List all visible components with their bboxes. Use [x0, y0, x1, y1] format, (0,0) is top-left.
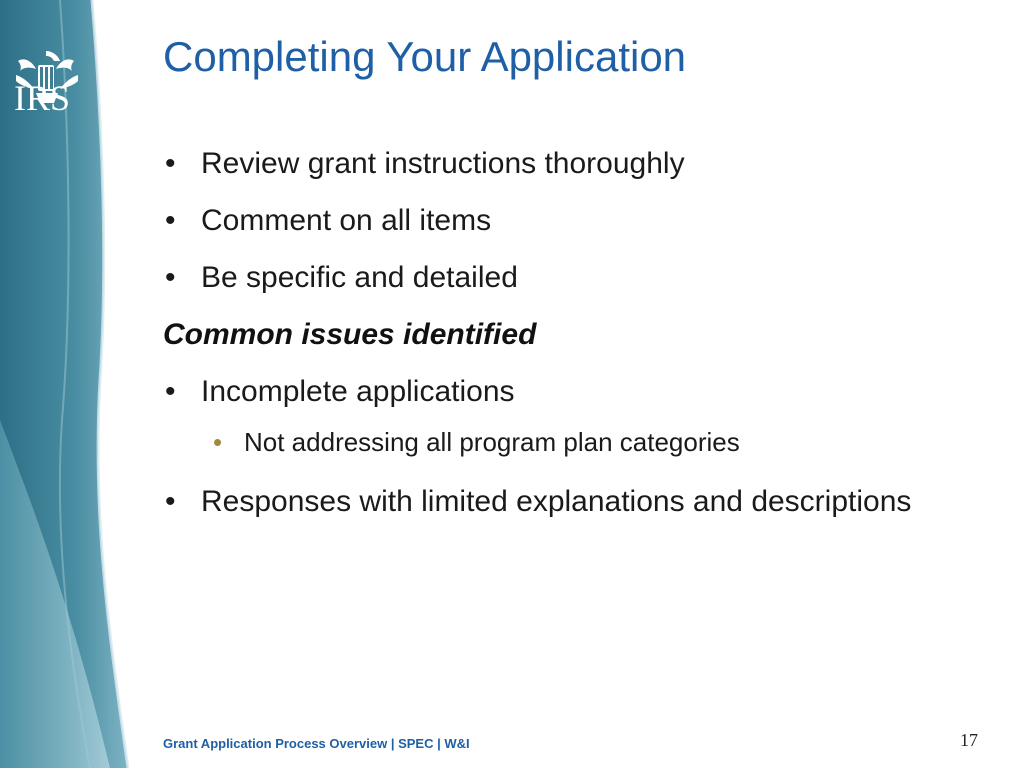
bullet-icon: • [165, 261, 176, 294]
bullet-icon: • [165, 204, 176, 237]
list-item-text: Responses with limited explanations and descriptions [201, 485, 912, 518]
sub-list-item-text: Not addressing all program plan categories [244, 427, 740, 457]
slide-content [163, 140, 983, 526]
list-item-text: Be specific and detailed [201, 261, 518, 294]
list-item [163, 197, 983, 254]
list-item [163, 368, 983, 422]
sub-list-item [208, 422, 983, 478]
list-item-text: Comment on all items [201, 204, 492, 237]
list-item [163, 254, 983, 311]
list-item [163, 140, 983, 197]
list-item-text: Review grant instructions thoroughly [201, 147, 685, 180]
bullet-icon: • [165, 375, 176, 408]
bullet-icon: • [165, 485, 176, 518]
sub-bullet-icon: • [213, 427, 223, 457]
list-item [163, 478, 983, 526]
page-number: 17 [960, 730, 978, 750]
bullet-icon: • [165, 147, 176, 180]
page-title: Completing Your Application [163, 33, 687, 80]
list-item-text: Incomplete applications [201, 375, 515, 408]
footer-text: Grant Application Process Overview | SPEC | W&I [163, 736, 470, 751]
logo-text: IRS [14, 78, 71, 118]
section-heading: Common issues identified [163, 318, 537, 351]
